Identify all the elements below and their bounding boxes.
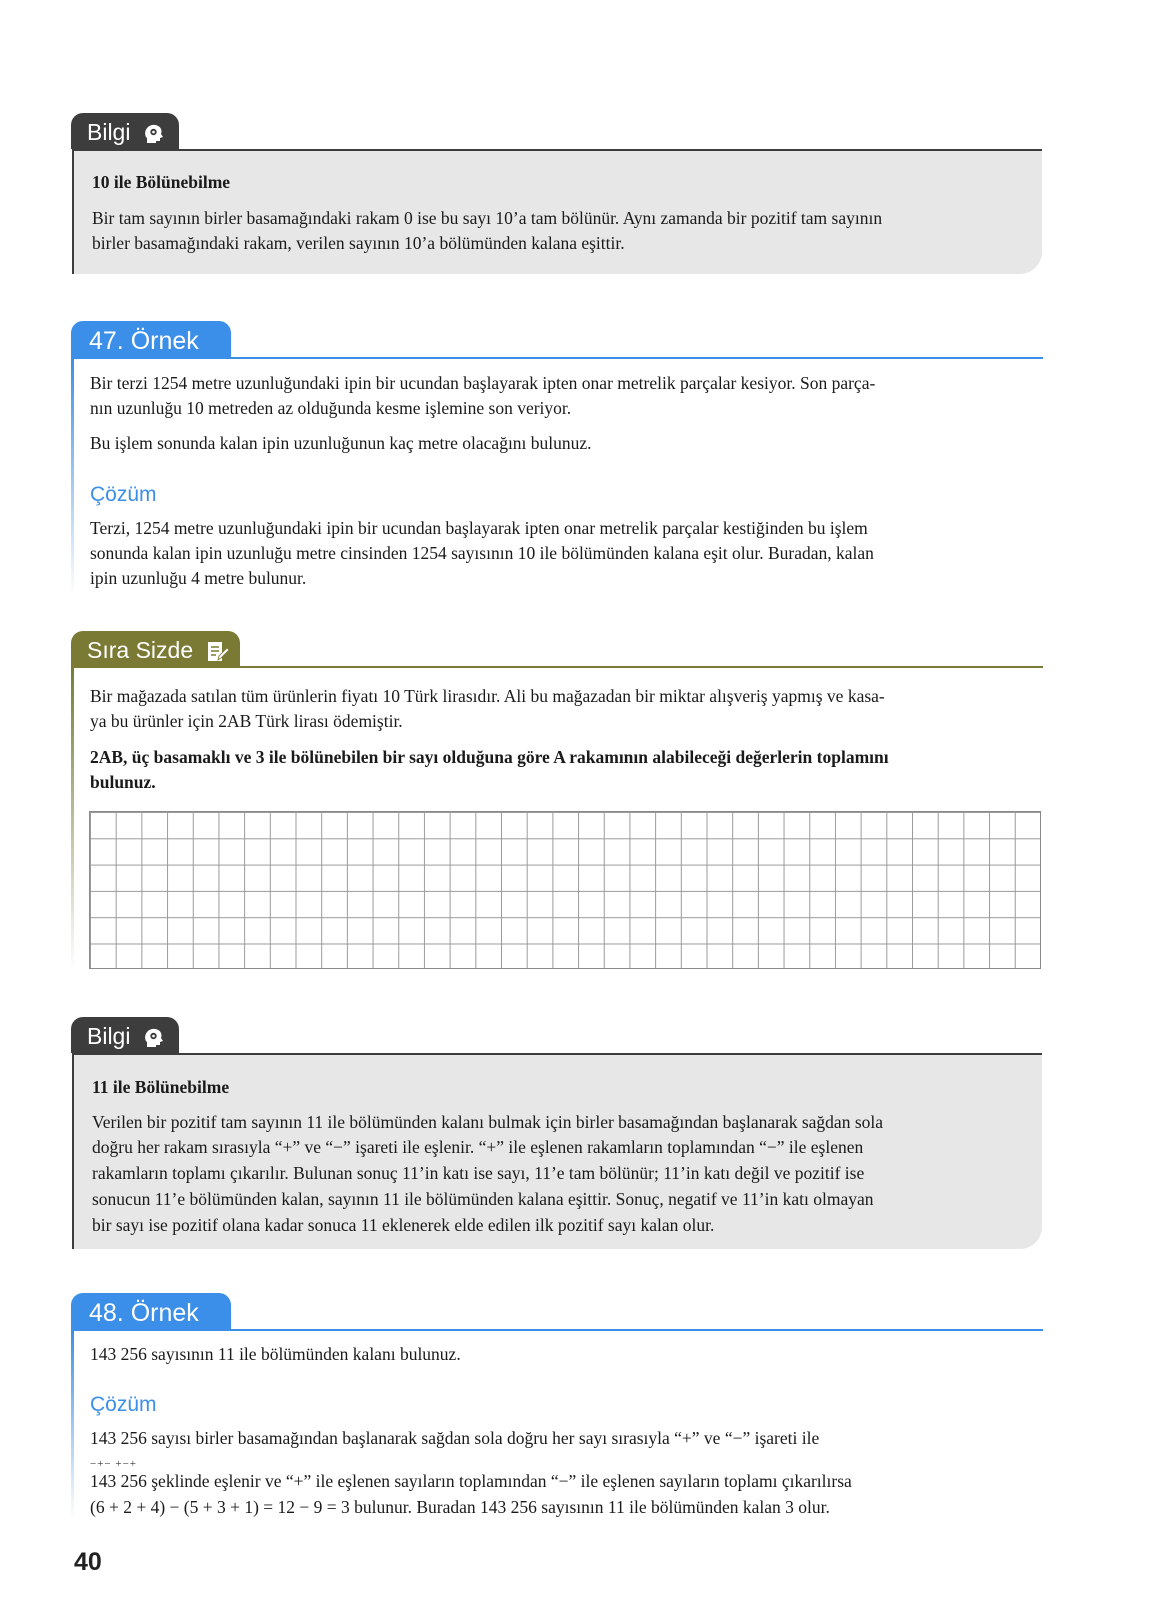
ornek-title: 48. Örnek xyxy=(89,1299,199,1327)
bilgi-box xyxy=(72,149,1042,274)
bilgi-tab xyxy=(71,1017,179,1053)
question-line: 143 256 sayısının 11 ile bölümünden kalanı bulunuz. xyxy=(90,1344,461,1364)
question-line: Bu işlem sonunda kalan ipin uzunluğunun kaç metre olacağını bulunuz. xyxy=(90,433,592,453)
exercise-line: Bir mağazada satılan tüm ürünlerin fiyatı 10 Türk lirasıdır. Ali bu mağazadan bir miktar alışveriş yapmış ve kasa- xyxy=(90,686,885,706)
exercise-question: 2AB, üç basamaklı ve 3 ile bölünebilen bir sayı olduğuna göre A rakamının alabileceği değerlerin toplamını xyxy=(90,747,889,767)
cozum-heading: Çözüm xyxy=(90,483,157,506)
bilgi-text-line: Verilen bir pozitif tam sayının 11 ile bölümünden kalanı bulmak için birler basamağından başlanarak sağdan sola xyxy=(92,1112,884,1132)
solution-line: (6 + 2 + 4) − (5 + 3 + 1) = 12 − 9 = 3 bulunur. Buradan 143 256 sayısının 11 ile bölümünden kalan 3 olur. xyxy=(90,1497,830,1517)
divider xyxy=(71,1329,1043,1331)
sign-marks: −+− +−+ xyxy=(90,1458,137,1470)
bilgi-text-line: sonucun 11’e bölümünden kalan, sayının 11 ile bölümünden kalana eşittir. Sonuç, negatif ve 11’in katı olmayan xyxy=(92,1189,874,1209)
divider xyxy=(71,357,74,597)
ornek-title: 47. Örnek xyxy=(89,327,199,355)
exercise-question: bulunuz. xyxy=(90,772,156,792)
ornek-tab xyxy=(71,321,231,359)
divider xyxy=(71,1329,74,1519)
sira-sizde-tab xyxy=(71,631,240,667)
solution-line: Terzi, 1254 metre uzunluğundaki ipin bir ucundan başlayarak ipten onar metrelik parçalar kestiğinden bu işlem xyxy=(90,518,868,538)
sira-sizde-title: Sıra Sizde xyxy=(87,637,194,663)
question-line: nın uzunluğu 10 metreden az olduğunda kesme işlemine son veriyor. xyxy=(90,398,572,418)
notepad-icon xyxy=(206,640,230,664)
page-number: 40 xyxy=(74,1548,102,1576)
exercise-line: ya bu ürünler için 2AB Türk lirası ödemiştir. xyxy=(90,711,403,731)
bilgi-text-line: rakamların toplamı çıkarılır. Bulunan sonuç 11’in katı ise sayı, 11’e tam bölünür; 11’in katı değil ve pozitif ise xyxy=(92,1163,865,1183)
bilgi-title: Bilgi xyxy=(87,1023,131,1049)
ornek-tab xyxy=(71,1293,231,1331)
bilgi-text-line: Bir tam sayının birler basamağındaki rakam 0 ise bu sayı 10’a tam bölünür. Aynı zamanda bir pozitif tam sayının xyxy=(92,208,883,228)
head-gear-icon xyxy=(143,123,165,145)
bilgi-text-line: birler basamağındaki rakam, verilen sayının 10’a bölümünden kalana eşittir. xyxy=(92,233,625,253)
bilgi-title: Bilgi xyxy=(87,119,131,145)
solution-line: 143 256 sayısı birler basamağından başlanarak sağdan sola doğru her sayı sırasıyla “+” ve “−” işareti ile xyxy=(90,1428,820,1448)
answer-grid[interactable] xyxy=(89,811,1041,969)
bilgi-heading: 11 ile Bölünebilme xyxy=(92,1077,230,1097)
solution-line: 143 256 şeklinde eşlenir ve “+” ile eşlenen sayıların toplamından “−” ile eşlenen sayıların toplamı çıkarılırsa xyxy=(90,1471,852,1491)
bilgi-box xyxy=(72,1053,1042,1249)
cozum-heading: Çözüm xyxy=(90,1393,157,1416)
bilgi-text-line: bir sayı ise pozitif olana kadar sonuca 11 eklenerek elde edilen ilk pozitif sayı kalan olur. xyxy=(92,1215,715,1235)
bilgi-text-line: doğru her rakam sırasıyla “+” ve “−” işareti ile eşlenir. “+” ile eşlenen rakamların toplamından “−” ile eşlenen xyxy=(92,1137,864,1157)
head-gear-icon xyxy=(143,1027,165,1049)
bilgi-heading: 10 ile Bölünebilme xyxy=(92,172,231,192)
divider xyxy=(71,666,74,971)
divider xyxy=(71,666,1043,668)
solution-line: sonunda kalan ipin uzunluğu metre cinsinden 1254 sayısının 10 ile bölümünden kalana eşit olur. Buradan, kalan xyxy=(90,543,874,563)
question-line: Bir terzi 1254 metre uzunluğundaki ipin bir ucundan başlayarak ipten onar metrelik parçalar kesiyor. Son parça- xyxy=(90,373,876,393)
solution-line: ipin uzunluğu 4 metre bulunur. xyxy=(90,568,307,588)
bilgi-tab xyxy=(71,113,179,149)
divider xyxy=(71,357,1043,359)
